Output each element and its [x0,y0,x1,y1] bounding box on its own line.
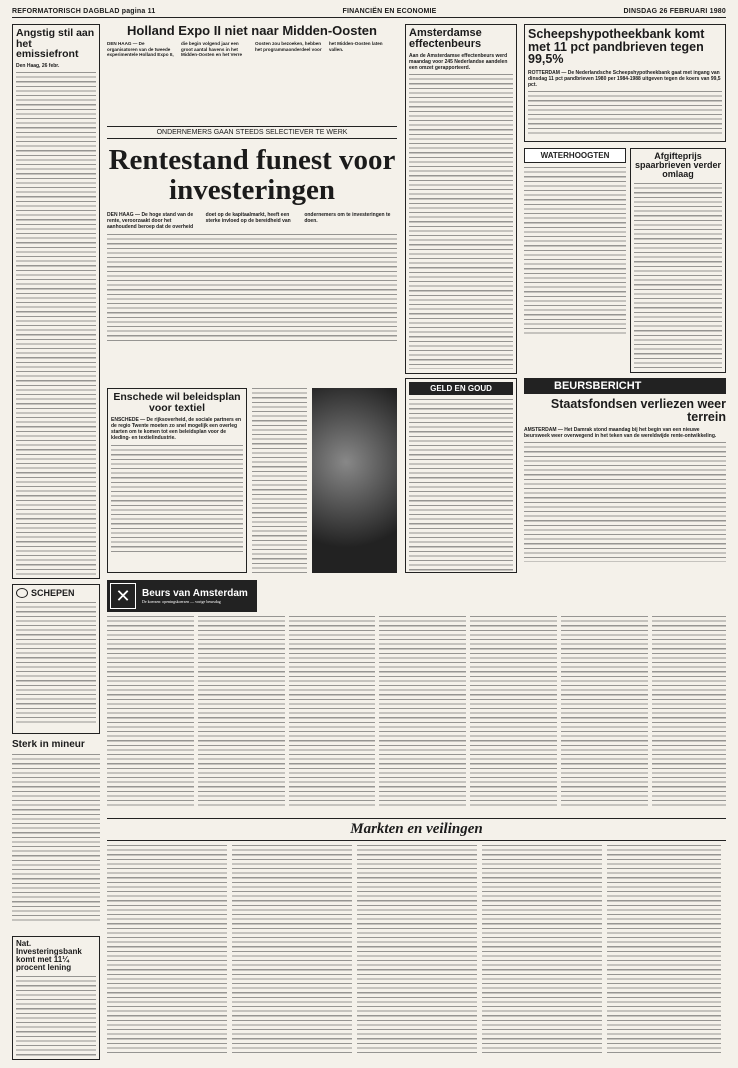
main-lead: DEN HAAG — De hoge stand van de rente, veroorzaakt door het aanhoudend beroep dat de overheid doet op de kapitaalmarkt, heeft een sterke invloed op de bereidheid van ondernemers om te investeringen te doen. [107,211,391,230]
waterhoogten-body [524,167,626,337]
emissie-body [16,72,96,580]
table-col-4 [379,616,466,806]
newspaper-page [12,8,726,1060]
masthead [12,8,726,18]
beurs-title: Beurs van Amsterdam [142,588,248,599]
emissie-headline: Angstig stil aan het emissiefront [16,27,95,60]
scheepshypotheek-lead: ROTTERDAM — De Nederlandsche Scheepshypotheekbank gaat met ingang van dinsdag 11 pct pandbrieven 1980 per 1984-1988 uitgeven tegen de koers van 99,5 pct. [528,69,721,88]
table-col-3 [289,616,376,806]
masthead-left: REFORMATORISCH DAGBLAD pagina 11 [12,8,156,15]
beursbericht-body [524,442,726,562]
beurs-subtitle: De koersen: openingskoersen — vorige beursdag [142,599,221,604]
scheepshypotheek-article [524,24,726,142]
main-headline: Rentestand funest voor investeringen [108,144,396,207]
markten-headline: Markten en veilingen [350,821,483,837]
amsterdam-crest-icon: ✕ [110,583,136,609]
schepen-box [12,584,100,734]
masthead-right: DINSDAG 26 FEBRUARI 1980 [623,8,726,15]
enschede-side-body [252,388,307,573]
beurs-tables [107,580,726,810]
amsterdamse-headline: Amsterdamse effectenbeurs [409,27,482,50]
scheepshypotheek-headline: Scheepshypotheekbank komt met 11 pct pandbrieven tegen 99,5% [528,27,705,66]
enschede-body [111,445,243,555]
beursbericht-article [524,378,726,573]
expo-lead: DEN HAAG — De organisatoren van de tweede experimentele Holland Expo II, die begin volgend jaar een groot aantal havens in het Midden-Oosten en het Verre Oosten zou bezoeken, hebben het programmaonderdeel voor het Midden-Oosten laten vallen. [107,41,383,58]
enschede-lead: ENSCHEDE — De rijksoverheid, de sociale partners en de regio Twente moeten zo snel mogelijk een overleg starten om te komen tot een beleidsplan voor de kleding- en textielindustrie. [111,417,242,441]
table-col-5 [470,616,557,806]
markten-col-5 [607,845,721,1055]
schepen-body [16,602,96,724]
enschede-side [252,388,307,573]
beursbericht-banner: BEURSBERICHT [524,378,726,394]
afgifteprijs-article [630,148,726,373]
emissie-lead: Den Haag, 26 febr. [16,62,60,69]
waterhoogten-box [524,148,626,338]
ship-icon [16,588,28,598]
main-kicker: ONDERNEMERS GAAN STEEDS SELECTIEVER TE WERK [107,126,397,139]
enschede-article [107,388,247,573]
mineur-article [12,740,100,930]
table-col-2 [198,616,285,806]
amsterdamse-body [409,74,513,369]
table-col-1 [107,616,194,806]
beurs-header [107,580,257,612]
main-body [107,234,397,342]
table-col-7 [652,616,726,806]
waterhoogten-headline: WATERHOOGTEN [524,148,626,163]
beursbericht-headline: Staatsfondsen verliezen weer terrein [550,397,726,424]
markten-col-3 [357,845,477,1055]
scheepshypotheek-body [528,91,722,136]
nib-article [12,936,100,1060]
markten-col-1 [107,845,227,1055]
geld-article [405,378,517,573]
mineur-body [12,754,100,924]
nib-body [16,976,96,1058]
afgifteprijs-headline: Afgifteprijs spaarbrieven verder omlaag [634,151,722,179]
markten-col-2 [232,845,352,1055]
geld-headline: GELD EN GOUD [409,382,513,395]
markten-col-4 [482,845,602,1055]
enschede-headline: Enschede wil beleidsplan voor textiel [113,391,241,414]
beursbericht-lead: AMSTERDAM — Het Damrak stond maandag bij het begin van een nieuwe beursweek weer overwegend in het teken van de wereldwijde rente-ontwikkeling. [524,427,717,439]
main-article [107,126,397,384]
masthead-center: FINANCIËN EN ECONOMIE [342,8,437,15]
expo-article [107,24,397,119]
schepen-headline: SCHEPEN [31,587,75,598]
markten-section [107,818,726,1060]
photo [312,388,397,573]
amsterdamse-lead: Aan de Amsterdamse effectenbeurs werd maandag voor 245 Nederlandse aandelen een omzet gerapporteerd. [409,53,508,71]
mineur-headline: Sterk in mineur [12,740,85,750]
table-col-6 [561,616,648,806]
expo-headline: Holland Expo II niet naar Midden-Oosten [127,24,377,38]
emissie-article [12,24,100,579]
amsterdamse-article [405,24,517,374]
geld-body [409,399,513,573]
afgifteprijs-body [634,183,722,368]
nib-headline: Nat. Investeringsbank komt met 11¼ procent lening [16,939,82,972]
